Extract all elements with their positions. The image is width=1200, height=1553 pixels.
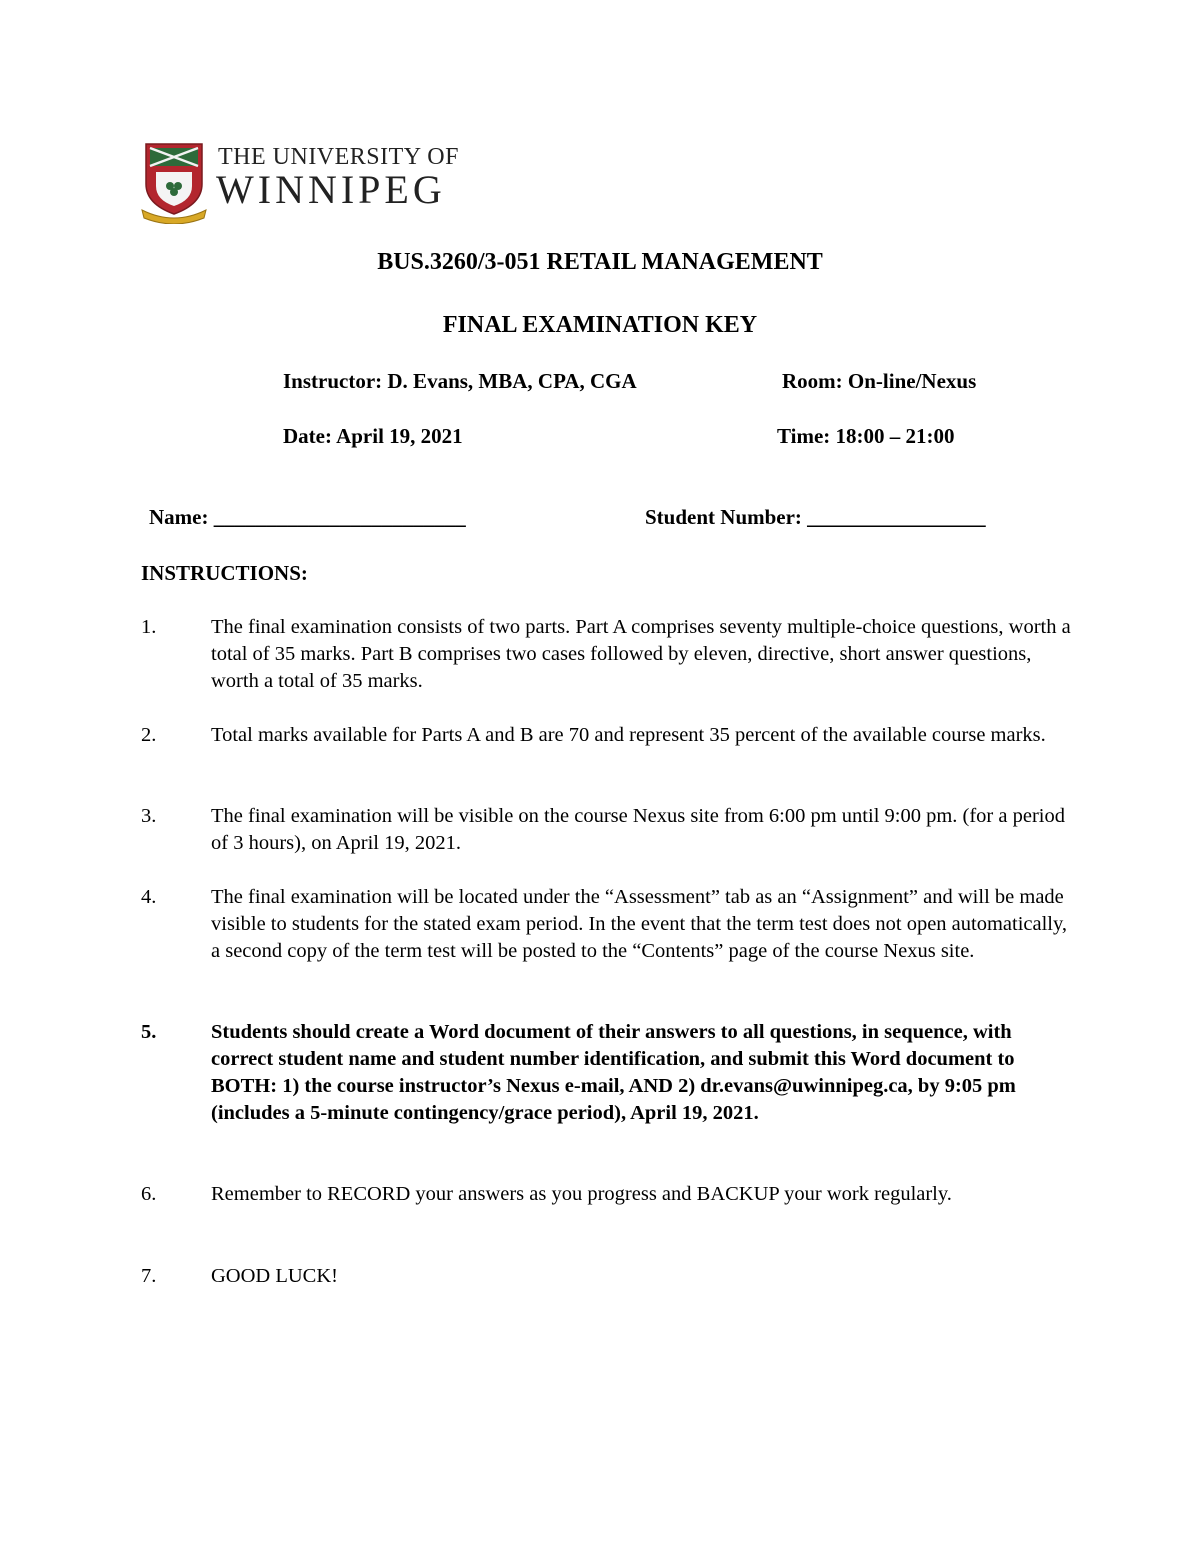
date-line: Date: April 19, 2021 (283, 424, 463, 448)
exam-title: FINAL EXAMINATION KEY (442, 312, 758, 338)
room-line: Room: On-line/Nexus (782, 369, 977, 393)
instruction-number: 6. (141, 1183, 157, 1205)
university-crest-icon (138, 138, 210, 224)
instruction-text: The final examination will be visible on the course Nexus site from 6:00 pm until 9:00 pm. (for a period of 3 hours), on April 19, 2021. (211, 805, 1065, 854)
university-logo (138, 138, 459, 224)
instruction-item (141, 803, 1071, 857)
instruction-number: 3. (141, 805, 157, 827)
instruction-number: 5. (141, 1021, 157, 1043)
instruction-number: 1. (141, 616, 157, 638)
instruction-item (141, 1181, 1071, 1208)
instruction-text: The final examination will be located under the “Assessment” tab as an “Assignment” and will be made visible to students for the stated exam period. In the event that the term test does not open automatically, a second copy of the term test will be posted to the “Contents” page of the course Nexus site. (211, 886, 1068, 962)
instruction-number: 7. (141, 1265, 157, 1287)
instruction-item (141, 722, 1071, 749)
instructor-line: Instructor: D. Evans, MBA, CPA, CGA (283, 369, 637, 393)
instructions-heading: INSTRUCTIONS: (141, 561, 308, 585)
logo-text-line2: WINNIPEG (216, 167, 446, 212)
course-title: BUS.3260/3-051 RETAIL MANAGEMENT (377, 249, 823, 275)
instruction-item (141, 1019, 1071, 1127)
instruction-text: GOOD LUCK! (211, 1265, 338, 1287)
instruction-item (141, 884, 1071, 965)
instruction-number: 4. (141, 886, 157, 908)
instruction-number: 2. (141, 724, 157, 746)
instruction-item (141, 1263, 1071, 1290)
instruction-text: Total marks available for Parts A and B are 70 and represent 35 percent of the available course marks. (211, 724, 1046, 746)
instruction-item (141, 614, 1071, 695)
instruction-text: The final examination consists of two parts. Part A comprises seventy multiple-choice questions, worth a total of 35 marks. Part B comprises two cases followed by eleven, directive, short answer questions, worth a total of 35 marks. (211, 616, 1071, 692)
name-field: Name: ________________________ (149, 505, 466, 529)
instruction-text: Remember to RECORD your answers as you progress and BACKUP your work regularly. (211, 1183, 952, 1205)
student-number-field: Student Number: _________________ (645, 505, 986, 529)
instruction-text: Students should create a Word document of their answers to all questions, in sequence, with correct student name and student number identification, and submit this Word document to BOTH: 1) the course instructor’s Nexus e-mail, AND 2) dr.evans@uwinnipeg.ca, by 9:05 pm (includes a 5-minute contingency/grace period), April 19, 2021. (211, 1021, 1016, 1124)
logo-text-line1: THE UNIVERSITY OF (218, 144, 459, 170)
time-line: Time: 18:00 – 21:00 (777, 424, 955, 448)
